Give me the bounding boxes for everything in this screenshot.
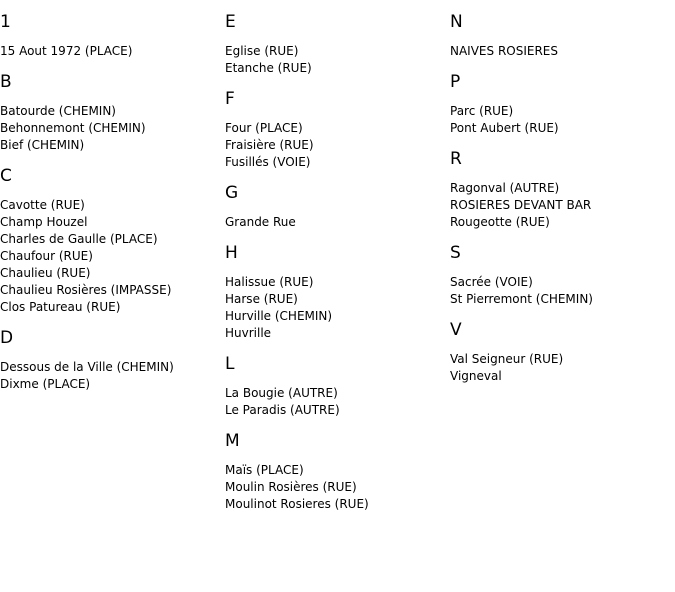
- letter-group: [225, 431, 450, 513]
- letter-heading: C: [0, 166, 12, 186]
- street-link[interactable]: Etanche (RUE): [225, 61, 312, 75]
- street-link[interactable]: Sacrée (VOIE): [450, 275, 533, 289]
- street-link[interactable]: NAIVES ROSIERES: [450, 44, 559, 58]
- letter-group: [450, 149, 675, 231]
- letter-heading: L: [225, 354, 235, 374]
- letter-group: [450, 12, 675, 60]
- street-link[interactable]: Le Paradis (AUTRE): [225, 403, 340, 417]
- letter-group: [225, 243, 450, 342]
- letter-heading: 1: [0, 12, 11, 32]
- letter-heading: B: [0, 72, 12, 92]
- street-link[interactable]: Chaulieu (RUE): [0, 266, 91, 280]
- street-link[interactable]: Fraisière (RUE): [225, 138, 314, 152]
- letter-heading: D: [0, 328, 14, 348]
- street-link[interactable]: Moulinot Rosieres (RUE): [225, 497, 369, 511]
- letter-group: [225, 183, 450, 231]
- street-link[interactable]: Huvrille: [225, 326, 272, 340]
- street-link[interactable]: Pont Aubert (RUE): [450, 121, 559, 135]
- letter-heading: F: [225, 89, 235, 109]
- letter-heading: R: [450, 149, 462, 169]
- street-link[interactable]: Charles de Gaulle (PLACE): [0, 232, 158, 246]
- street-index-column-2: [225, 0, 450, 513]
- street-link[interactable]: Four (PLACE): [225, 121, 303, 135]
- street-link[interactable]: Chaufour (RUE): [0, 249, 93, 263]
- letter-heading: G: [225, 183, 239, 203]
- street-link[interactable]: Dixme (PLACE): [0, 377, 91, 391]
- letter-heading: H: [225, 243, 238, 263]
- letter-group: [0, 72, 225, 154]
- street-link[interactable]: Hurville (CHEMIN): [225, 309, 333, 323]
- street-link[interactable]: Behonnemont (CHEMIN): [0, 121, 146, 135]
- letter-heading: N: [450, 12, 463, 32]
- street-link[interactable]: Halissue (RUE): [225, 275, 314, 289]
- street-link[interactable]: Fusillés (VOIE): [225, 155, 311, 169]
- street-link[interactable]: Eglise (RUE): [225, 44, 299, 58]
- letter-heading: P: [450, 72, 461, 92]
- street-index-column-1: [0, 0, 225, 393]
- letter-heading: V: [450, 320, 462, 340]
- street-link[interactable]: Grande Rue: [225, 215, 296, 229]
- street-link[interactable]: Batourde (CHEMIN): [0, 104, 116, 118]
- street-link[interactable]: Clos Patureau (RUE): [0, 300, 121, 314]
- letter-group: [0, 328, 225, 393]
- street-index-column-3: [450, 0, 675, 385]
- letter-heading: M: [225, 431, 240, 451]
- street-link[interactable]: Maïs (PLACE): [225, 463, 304, 477]
- letter-group: [225, 354, 450, 419]
- street-link[interactable]: Cavotte (RUE): [0, 198, 85, 212]
- street-link[interactable]: Bief (CHEMIN): [0, 138, 85, 152]
- street-link[interactable]: Dessous de la Ville (CHEMIN): [0, 360, 174, 374]
- street-link[interactable]: Rougeotte (RUE): [450, 215, 550, 229]
- street-link[interactable]: St Pierremont (CHEMIN): [450, 292, 593, 306]
- street-link[interactable]: Harse (RUE): [225, 292, 298, 306]
- street-link[interactable]: Parc (RUE): [450, 104, 514, 118]
- street-link[interactable]: Vigneval: [450, 369, 502, 383]
- letter-group: [225, 89, 450, 171]
- street-link[interactable]: Ragonval (AUTRE): [450, 181, 560, 195]
- letter-heading: S: [450, 243, 461, 263]
- letter-group: [225, 12, 450, 77]
- street-link[interactable]: Moulin Rosières (RUE): [225, 480, 357, 494]
- street-link[interactable]: Chaulieu Rosières (IMPASSE): [0, 283, 172, 297]
- street-link[interactable]: Champ Houzel: [0, 215, 88, 229]
- street-link[interactable]: La Bougie (AUTRE): [225, 386, 338, 400]
- street-link[interactable]: Val Seigneur (RUE): [450, 352, 564, 366]
- letter-group: [450, 243, 675, 308]
- letter-group: [450, 320, 675, 385]
- letter-group: [0, 12, 225, 60]
- street-link[interactable]: 15 Aout 1972 (PLACE): [0, 44, 133, 58]
- letter-group: [450, 72, 675, 137]
- letter-heading: E: [225, 12, 236, 32]
- street-link[interactable]: ROSIERES DEVANT BAR: [450, 198, 592, 212]
- letter-group: [0, 166, 225, 316]
